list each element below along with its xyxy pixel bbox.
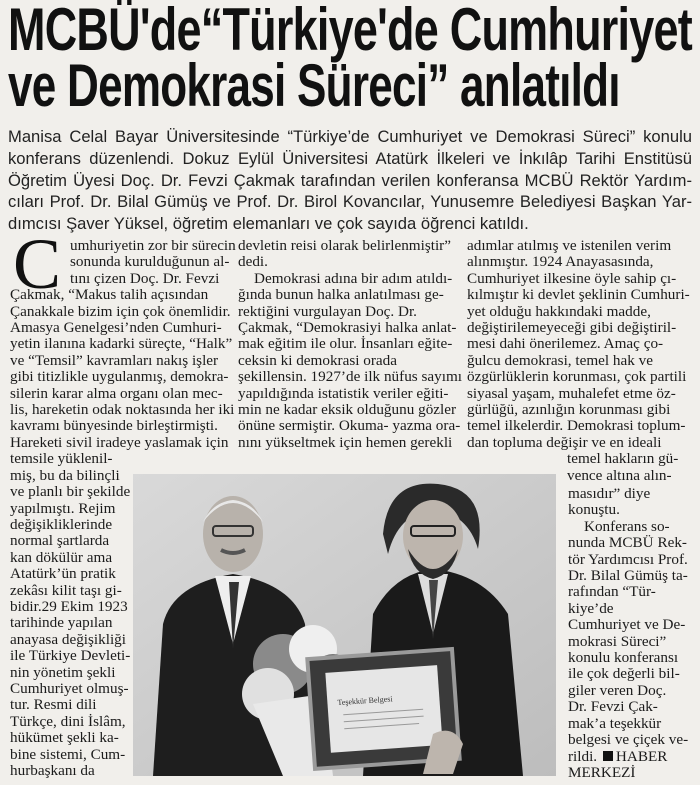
headline-line-2: ve Demokrasi Süreci” anlatıldı <box>8 52 620 119</box>
text-line: Dr. Fevzi Çak- <box>568 698 658 716</box>
text-line: mokrasi Süreci” <box>568 632 667 650</box>
drop-cap: C <box>13 224 62 304</box>
text-line-end: rildi. <box>568 747 598 765</box>
article-column-3-continued <box>568 486 696 781</box>
headline-line-1: MCBÜ'de“Türkiye'de Cumhuriyet <box>8 0 693 63</box>
text-line: gürlüğü, azınlığın korunması gibi <box>467 401 671 419</box>
text-line: konferans düzenlendi. Dokuz Eylül Üniversitesi Atatürk İlkeleri ve İnkılâp Tarihi Enstitüsü <box>8 148 692 168</box>
text-line: Dr. Bilal Gümüş ta- <box>568 567 688 585</box>
text-line: alınmıştır. 1924 Anayasasında, <box>467 253 654 271</box>
text-line: yet olduğu hakkındaki madde, <box>467 302 651 320</box>
lead-paragraph <box>8 126 692 235</box>
text-line: Cumhuriyet ilkesine öyle sahip çı- <box>467 269 677 287</box>
text-line: ğında bunun halka anlatılması ge- <box>238 286 444 304</box>
text-line: belgesi ve çiçek ve- <box>568 731 689 749</box>
text-line: zekâsı kilit taşı gi- <box>10 581 122 599</box>
text-line: dımcısı Şaver Yüksel, öğretim elemanları ve çok sayıda öğrenci katıldı. <box>8 214 529 234</box>
text-line <box>568 749 696 765</box>
text-line: hurbaşkanı da <box>10 762 95 779</box>
text-line: ceksin ki demokrasi orada <box>238 351 397 369</box>
text-line: Öğretim Üyesi Doç. Dr. Fevzi Çakmak tarafından verilen konferansa MCBÜ Rektör Yardım- <box>8 170 692 190</box>
text-line: önüne sermiştir. Okuma- yazma ora- <box>238 417 461 435</box>
text-line: mak eğitim ile olur. İnsanları eğite- <box>238 335 453 353</box>
text-line: ve “Temsil” kavramları nakış işler <box>10 351 219 369</box>
text-line: Amasya Genelgesi’nden Cumhuri- <box>10 319 222 337</box>
article-column-3 <box>467 238 693 484</box>
text-line: temsile yüklenil- <box>10 450 113 468</box>
text-line: tur. Resmi dili <box>10 696 97 714</box>
text-line: Manisa Celal Bayar Üniversitesinde “Türkiye’de Cumhuriyet ve Demokrasi Süreci” konulu <box>8 127 692 146</box>
text-line: özgürlüklerin korunması, çok partili <box>467 368 687 386</box>
text-line: devletin reisi olarak belirlenmiştir” <box>238 237 451 254</box>
text-line: mesi dahi önerilemez. Amaç ço- <box>467 335 664 353</box>
text-line: Cumhuriyet olmuş- <box>10 679 129 697</box>
text-line: değişikliklerinde <box>10 515 113 533</box>
text-line: kan dökülür ama <box>10 548 113 566</box>
byline-line-2: MERKEZİ <box>568 763 636 781</box>
text-line: dedi. <box>238 253 268 271</box>
text-line: siyasal yaşam, muhalefet etme öz- <box>467 384 676 402</box>
text-line: miş, bu da bilinçli <box>10 466 120 484</box>
article-column-2 <box>238 238 460 451</box>
text-line: yapıldığında istatistik veriler eğiti- <box>238 384 449 402</box>
text-line: yetin ilanına kadarki süreçte, “Halk” <box>10 335 233 353</box>
text-line: anayasa değişikliği <box>10 630 126 648</box>
certificate-title: Teşekkür Belgesi <box>337 694 393 708</box>
text-line: gibi titizlikle uygulanmış, demokra- <box>10 368 229 386</box>
text-line: Demokrasi adına bir adım atıldı- <box>254 269 453 287</box>
byline: HABER <box>615 747 668 765</box>
text-line: bidir.29 Ekim 1923 <box>10 597 128 615</box>
text-line: Cumhuriyet ve De- <box>568 616 686 634</box>
text-line: şekillensin. 1927’de ilk nüfus sayımı <box>238 368 462 386</box>
text-line: umhuriyetin zor bir sürecin <box>70 237 236 254</box>
text-line: dan topluma değişir ve en ideali <box>467 433 662 451</box>
text-line: temel ilkelerdir. Demokrasi toplum- <box>467 417 686 435</box>
text-line: temel hakların gü- <box>567 450 679 468</box>
text-line: Çakmak, “Demokrasiyi halka anlat- <box>238 319 457 337</box>
text-line: nin yönetim şekli <box>10 663 116 681</box>
text-line: kılmıştır ki devlet şeklinin Cumhuri- <box>467 286 690 304</box>
text-line: tarihinde yapılan <box>10 614 113 632</box>
text-line: tör Yardımcısı Prof. <box>568 550 688 568</box>
text-line: Çanakkale bizim için çok önemlidir. <box>10 302 231 320</box>
text-line: nını yükseltmek için hemen gerekli <box>238 433 453 451</box>
text-line: vence altına alın- <box>567 466 672 484</box>
text-line: giler veren Doç. <box>568 681 667 699</box>
text-line: sonunda kurulduğunun al- <box>70 253 230 271</box>
text-line: konuştu. <box>568 501 620 519</box>
text-line: Atatürk’ün pratik <box>10 565 116 583</box>
text-line: tını çizen Doç. Dr. Fevzi <box>70 269 220 287</box>
text-line: rafından “Tür- <box>568 583 656 601</box>
text-line: Çakmak, “Makus talih açısından <box>10 286 209 304</box>
text-line: ğulcu demokrasi, temel hak ve <box>467 351 653 369</box>
text-line: normal şartlarda <box>10 532 110 550</box>
end-square-icon <box>603 751 613 761</box>
text-line: kavramı bünyesinde birleştirmişti. <box>10 417 218 435</box>
text-line: rektiğini vurgulayan Doç. Dr. <box>238 302 417 320</box>
text-line: mak’a teşekkür <box>568 714 662 732</box>
text-line: cıları Prof. Dr. Bilal Gümüş ve Prof. Dr. Birol Kovancılar, Yunusemre Belediyesi Başkan Yar- <box>8 192 692 212</box>
article-photo <box>133 474 556 776</box>
text-line: ile çok değerli bil- <box>568 665 680 683</box>
text-line: masıdır” diye <box>568 485 651 502</box>
text-line: bine sistemi, Cum- <box>10 745 126 763</box>
text-line: Konferans so- <box>584 517 670 535</box>
certificate-frame <box>307 649 463 774</box>
text-line: hükümet şekli ka- <box>10 729 119 747</box>
text-line: adımlar atılmış ve istenilen verim <box>467 237 672 254</box>
text-line: ve planlı bir şekilde <box>10 483 131 501</box>
text-line: değiştirilemeyeceği gibi değiştiril- <box>467 319 677 337</box>
text-line: konulu konferansı <box>568 649 679 667</box>
text-line: lis, hareketin odak noktasında her iki <box>10 401 235 419</box>
text-line: silerin karar alma organı olan mec- <box>10 384 223 402</box>
text-line: ile Türkiye Devleti- <box>10 647 131 665</box>
text-line: nunda MCBÜ Rek- <box>568 534 687 552</box>
text-line: yapılmıştı. Rejim <box>10 499 116 517</box>
text-line: Türkçe, dini İslâm, <box>10 712 126 730</box>
text-line: min ne kadar eksik olduğunu gözler <box>238 401 457 419</box>
text-line: Hareketi sivil iradeye yaslamak için <box>10 433 229 451</box>
text-line: kiye’de <box>568 599 614 617</box>
